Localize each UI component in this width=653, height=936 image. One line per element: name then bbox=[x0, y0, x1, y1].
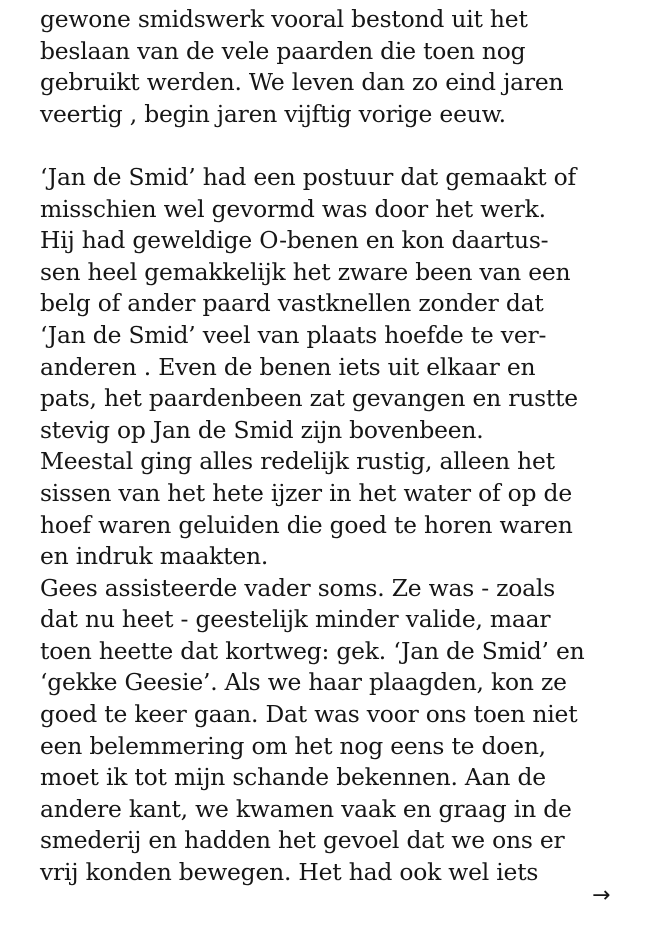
text-line: veertig , begin jaren vijftig vorige eeuw. bbox=[40, 99, 506, 128]
text-line: sissen van het hete ijzer in het water of op de bbox=[40, 478, 572, 507]
text-line: Gees assisteerde vader soms. Ze was - zoals bbox=[40, 573, 556, 602]
text-line: Meestal ging alles redelijk rustig, alleen het bbox=[40, 447, 555, 476]
text-line: moet ik tot mijn schande bekennen. Aan de bbox=[40, 763, 546, 792]
text-line: dat nu heet - geestelijk minder valide, maar bbox=[40, 605, 551, 634]
paragraph bbox=[40, 4, 620, 130]
text-line: ‘gekke Geesie’. Als we haar plaagden, kon ze bbox=[40, 668, 567, 697]
text-line: hoef waren geluiden die goed te horen waren bbox=[40, 510, 573, 539]
text-line: toen heette dat kortweg: gek. ‘Jan de Smid’ en bbox=[40, 636, 585, 665]
text-line: goed te keer gaan. Dat was voor ons toen niet bbox=[40, 700, 578, 729]
text-line: sen heel gemakkelijk het zware been van een bbox=[40, 257, 571, 286]
text-line: belg of ander paard vastknellen zonder dat bbox=[40, 289, 544, 318]
continue-arrow-icon: → bbox=[592, 883, 611, 908]
text-line: ‘Jan de Smid’ veel van plaats hoefde te ver- bbox=[40, 320, 547, 349]
text-line: beslaan van de vele paarden die toen nog bbox=[40, 36, 526, 65]
paragraph-gap bbox=[40, 130, 620, 162]
text-line: Hij had geweldige O-benen en kon daartus- bbox=[40, 226, 549, 255]
paragraph bbox=[40, 162, 620, 573]
text-line: pats, het paardenbeen zat gevangen en rustte bbox=[40, 384, 578, 413]
text-line: gewone smidswerk vooral bestond uit het bbox=[40, 5, 528, 33]
text-line: stevig op Jan de Smid zijn bovenbeen. bbox=[40, 415, 484, 444]
text-line: andere kant, we kwamen vaak en graag in de bbox=[40, 794, 572, 823]
body-text bbox=[40, 4, 620, 889]
text-line: ‘Jan de Smid’ had een postuur dat gemaakt of bbox=[40, 162, 576, 191]
text-line: en indruk maakten. bbox=[40, 542, 269, 571]
text-line: misschien wel gevormd was door het werk. bbox=[40, 194, 546, 223]
text-line: vrij konden bewegen. Het had ook wel iets bbox=[40, 858, 539, 887]
text-line: een belemmering om het nog eens te doen, bbox=[40, 731, 546, 760]
text-line: anderen . Even de benen iets uit elkaar en bbox=[40, 352, 536, 381]
paragraph bbox=[40, 573, 620, 889]
text-line: smederij en hadden het gevoel dat we ons er bbox=[40, 826, 565, 855]
text-line: gebruikt werden. We leven dan zo eind jaren bbox=[40, 68, 564, 97]
